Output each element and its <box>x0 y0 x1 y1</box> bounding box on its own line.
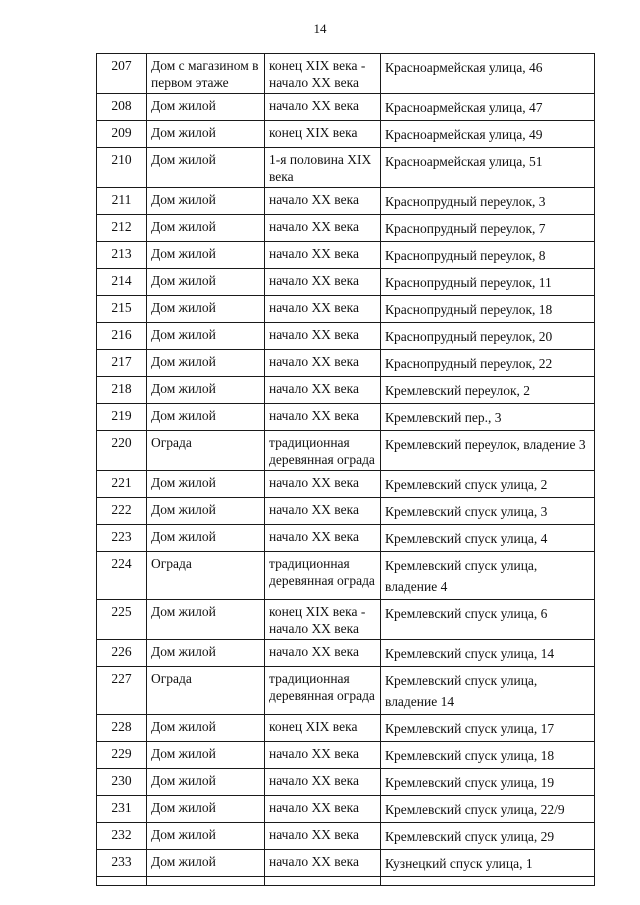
object-name-cell: Дом жилой <box>147 640 265 667</box>
address-cell: Краснопрудный переулок, 8 <box>381 242 595 269</box>
dating-cell: начало XX века <box>265 377 381 404</box>
dating-cell: начало XX века <box>265 323 381 350</box>
address-cell: Краснопрудный переулок, 18 <box>381 296 595 323</box>
page-number: 14 <box>313 21 327 36</box>
address-cell: Кремлевский спуск улица, 3 <box>381 498 595 525</box>
dating-cell: конец XIX века - начало XX века <box>265 600 381 640</box>
object-name-cell: Дом жилой <box>147 850 265 877</box>
table-row <box>97 552 595 600</box>
object-name-cell: Дом жилой <box>147 715 265 742</box>
table-row <box>97 148 595 188</box>
dating-cell: конец XIX века <box>265 715 381 742</box>
dating-cell: начало XX века <box>265 498 381 525</box>
row-number-cell: 229 <box>97 742 147 769</box>
row-number-cell: 210 <box>97 148 147 188</box>
table-trailer-row <box>97 877 595 886</box>
address-cell: Кремлевский пер., 3 <box>381 404 595 431</box>
address-cell: Красноармейская улица, 46 <box>381 54 595 94</box>
row-number-cell: 231 <box>97 796 147 823</box>
address-cell: Кузнецкий спуск улица, 1 <box>381 850 595 877</box>
row-number-cell: 232 <box>97 823 147 850</box>
object-name-cell: Дом жилой <box>147 742 265 769</box>
row-number-cell: 221 <box>97 471 147 498</box>
table-row <box>97 121 595 148</box>
row-number-cell: 227 <box>97 667 147 715</box>
row-number-cell: 223 <box>97 525 147 552</box>
trailer-cell <box>265 877 381 886</box>
object-name-cell: Дом жилой <box>147 350 265 377</box>
table-row <box>97 600 595 640</box>
dating-cell: традиционная деревянная ограда <box>265 552 381 600</box>
dating-cell: начало XX века <box>265 640 381 667</box>
dating-cell: начало XX века <box>265 269 381 296</box>
address-cell: Кремлевский спуск улица, 22/9 <box>381 796 595 823</box>
object-name-cell: Дом жилой <box>147 600 265 640</box>
object-name-cell: Дом жилой <box>147 188 265 215</box>
table-row <box>97 742 595 769</box>
row-number-cell: 226 <box>97 640 147 667</box>
table-row <box>97 242 595 269</box>
row-number-cell: 230 <box>97 769 147 796</box>
row-number-cell: 215 <box>97 296 147 323</box>
table-row <box>97 769 595 796</box>
row-number-cell: 211 <box>97 188 147 215</box>
table-row <box>97 94 595 121</box>
trailer-cell <box>381 877 595 886</box>
address-cell: Красноармейская улица, 49 <box>381 121 595 148</box>
table-row <box>97 188 595 215</box>
table-row <box>97 54 595 94</box>
table-row <box>97 377 595 404</box>
object-name-cell: Ограда <box>147 552 265 600</box>
object-name-cell: Дом жилой <box>147 148 265 188</box>
address-cell: Кремлевский спуск улица, 6 <box>381 600 595 640</box>
dating-cell: начало XX века <box>265 471 381 498</box>
object-name-cell: Дом жилой <box>147 498 265 525</box>
row-number-cell: 225 <box>97 600 147 640</box>
dating-cell: начало XX века <box>265 242 381 269</box>
table-row <box>97 431 595 471</box>
table-row <box>97 296 595 323</box>
object-name-cell: Дом жилой <box>147 796 265 823</box>
dating-cell: начало XX века <box>265 188 381 215</box>
trailer-cell <box>147 877 265 886</box>
row-number-cell: 209 <box>97 121 147 148</box>
row-number-cell: 208 <box>97 94 147 121</box>
table-row <box>97 850 595 877</box>
address-cell: Кремлевский спуск улица, 4 <box>381 525 595 552</box>
dating-cell: традиционная деревянная ограда <box>265 667 381 715</box>
dating-cell: начало XX века <box>265 769 381 796</box>
dating-cell: начало XX века <box>265 823 381 850</box>
object-name-cell: Дом жилой <box>147 215 265 242</box>
row-number-cell: 214 <box>97 269 147 296</box>
table-body <box>97 54 595 886</box>
object-name-cell: Дом жилой <box>147 242 265 269</box>
object-name-cell: Дом жилой <box>147 404 265 431</box>
object-name-cell: Дом жилой <box>147 823 265 850</box>
object-name-cell: Дом жилой <box>147 377 265 404</box>
address-cell: Краснопрудный переулок, 20 <box>381 323 595 350</box>
object-name-cell: Дом жилой <box>147 471 265 498</box>
table-row <box>97 215 595 242</box>
address-cell: Кремлевский спуск улица, 29 <box>381 823 595 850</box>
address-cell: Красноармейская улица, 47 <box>381 94 595 121</box>
object-name-cell: Ограда <box>147 431 265 471</box>
dating-cell: начало XX века <box>265 525 381 552</box>
dating-cell: начало XX века <box>265 796 381 823</box>
object-name-cell: Дом жилой <box>147 525 265 552</box>
address-cell: Кремлевский спуск улица, 18 <box>381 742 595 769</box>
dating-cell: начало XX века <box>265 94 381 121</box>
row-number-cell: 224 <box>97 552 147 600</box>
table-row <box>97 715 595 742</box>
address-cell: Кремлевский спуск улица, владение 14 <box>381 667 595 715</box>
address-cell: Кремлевский спуск улица, 14 <box>381 640 595 667</box>
address-cell: Кремлевский спуск улица, 2 <box>381 471 595 498</box>
dating-cell: начало XX века <box>265 404 381 431</box>
table-row <box>97 796 595 823</box>
row-number-cell: 213 <box>97 242 147 269</box>
object-name-cell: Дом жилой <box>147 94 265 121</box>
object-name-cell: Дом жилой <box>147 269 265 296</box>
row-number-cell: 222 <box>97 498 147 525</box>
row-number-cell: 233 <box>97 850 147 877</box>
address-cell: Кремлевский спуск улица, владение 4 <box>381 552 595 600</box>
address-cell: Красноармейская улица, 51 <box>381 148 595 188</box>
row-number-cell: 216 <box>97 323 147 350</box>
table-row <box>97 471 595 498</box>
table-row <box>97 350 595 377</box>
dating-cell: конец XIX века <box>265 121 381 148</box>
table-row <box>97 640 595 667</box>
object-name-cell: Дом с магазином в первом этаже <box>147 54 265 94</box>
table-row <box>97 525 595 552</box>
object-name-cell: Ограда <box>147 667 265 715</box>
row-number-cell: 212 <box>97 215 147 242</box>
table-row <box>97 823 595 850</box>
dating-cell: конец XIX века - начало XX века <box>265 54 381 94</box>
address-cell: Кремлевский спуск улица, 19 <box>381 769 595 796</box>
row-number-cell: 218 <box>97 377 147 404</box>
object-name-cell: Дом жилой <box>147 296 265 323</box>
dating-cell: начало XX века <box>265 215 381 242</box>
dating-cell: начало XX века <box>265 350 381 377</box>
address-cell: Краснопрудный переулок, 7 <box>381 215 595 242</box>
object-name-cell: Дом жилой <box>147 769 265 796</box>
dating-cell: традиционная деревянная ограда <box>265 431 381 471</box>
address-cell: Краснопрудный переулок, 11 <box>381 269 595 296</box>
table-row <box>97 269 595 296</box>
address-cell: Кремлевский переулок, владение 3 <box>381 431 595 471</box>
table-row <box>97 667 595 715</box>
address-cell: Краснопрудный переулок, 22 <box>381 350 595 377</box>
address-cell: Краснопрудный переулок, 3 <box>381 188 595 215</box>
row-number-cell: 228 <box>97 715 147 742</box>
dating-cell: начало XX века <box>265 742 381 769</box>
object-name-cell: Дом жилой <box>147 121 265 148</box>
heritage-objects-table <box>96 53 595 886</box>
dating-cell: начало XX века <box>265 296 381 323</box>
table-row <box>97 404 595 431</box>
dating-cell: 1-я половина XIX века <box>265 148 381 188</box>
row-number-cell: 220 <box>97 431 147 471</box>
trailer-cell <box>97 877 147 886</box>
object-name-cell: Дом жилой <box>147 323 265 350</box>
address-cell: Кремлевский переулок, 2 <box>381 377 595 404</box>
row-number-cell: 219 <box>97 404 147 431</box>
table-row <box>97 323 595 350</box>
address-cell: Кремлевский спуск улица, 17 <box>381 715 595 742</box>
row-number-cell: 217 <box>97 350 147 377</box>
dating-cell: начало XX века <box>265 850 381 877</box>
table-row <box>97 498 595 525</box>
row-number-cell: 207 <box>97 54 147 94</box>
